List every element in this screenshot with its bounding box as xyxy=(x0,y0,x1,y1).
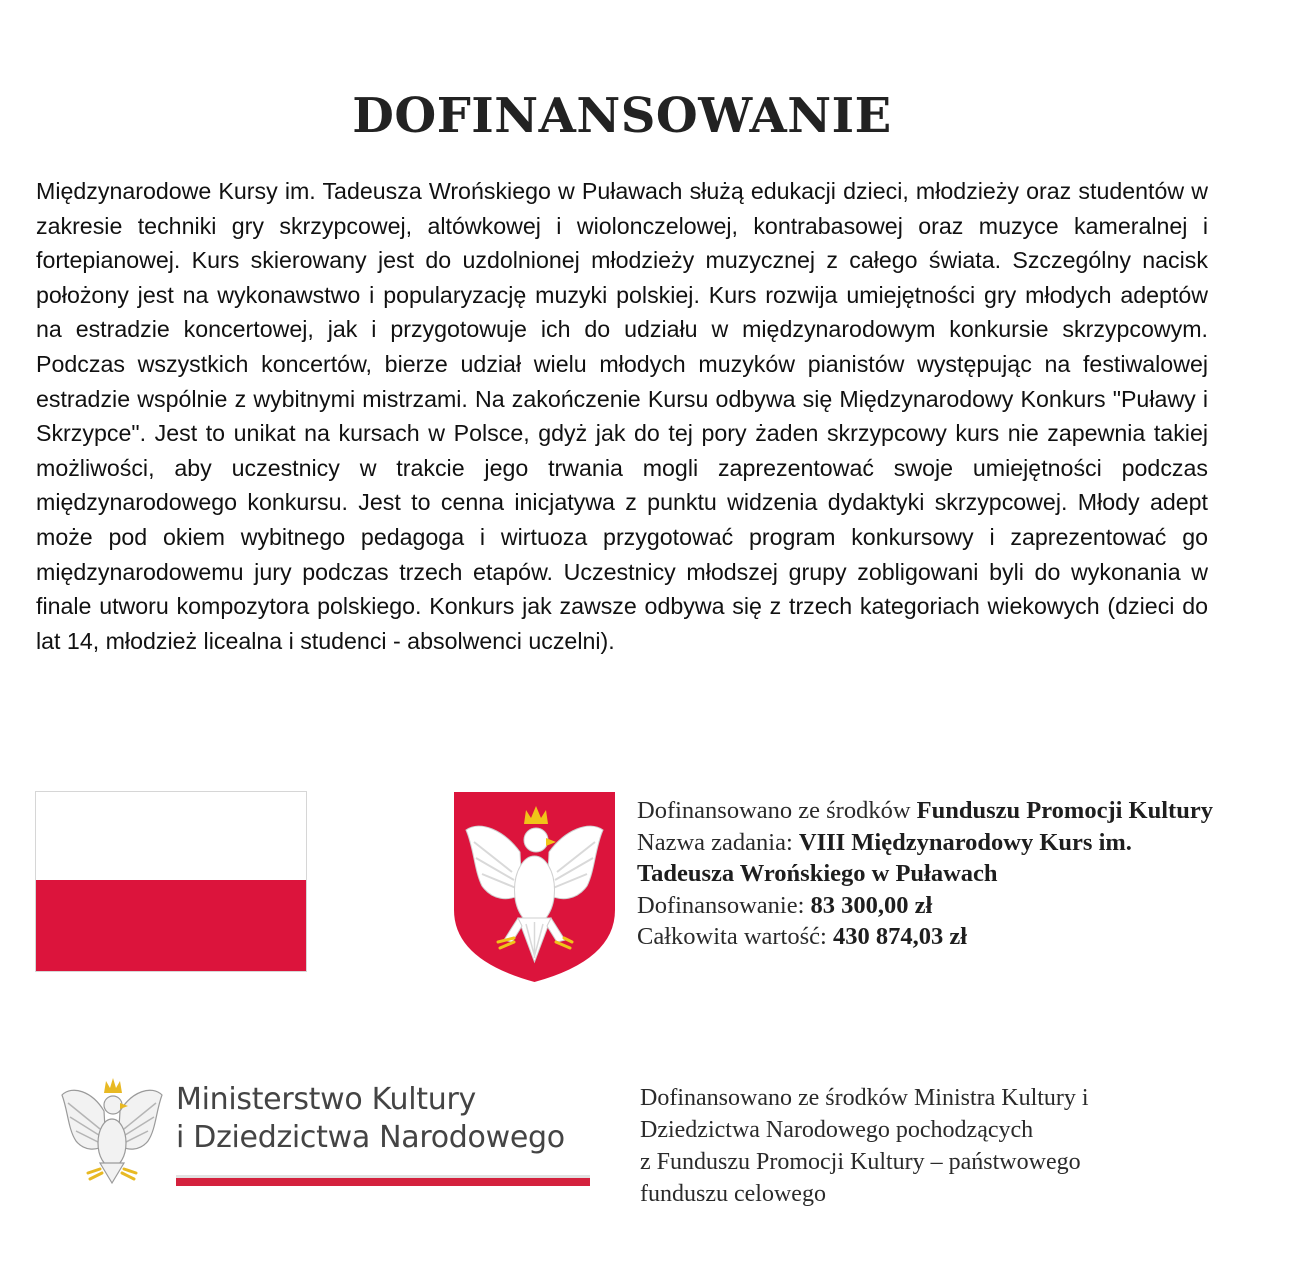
ministry-eagle-icon xyxy=(58,1073,166,1185)
coat-of-arms-icon xyxy=(452,790,617,984)
grant-fund-line xyxy=(637,795,1227,827)
grant-task-line xyxy=(637,827,1227,890)
description-paragraph: Międzynarodowe Kursy im. Tadeusza Wrońskiego w Puławach służą edukacji dzieci, młodzieży oraz studentów w zakresie techniki gry skrzypcowej, altówkowej i wiolonczelowej, kontrabasowej oraz muzyce kameralnej i fortepianowej. Kurs skierowany jest do uzdolnionej młodzieży muzycznej z całego świata. Szczególny nacisk położony jest na wykonawstwo i popularyzację muzyki polskiej. Kurs rozwija umiejętności gry młodych adeptów na estradzie koncertowej, jak i przygotowuje ich do udziału w międzynarodowym konkursie skrzypcowym. Podczas wszystkich koncertów, bierze udział wielu młodych muzyków pianistów występując na festiwalowej estradzie wspólnie z wybitnymi mistrzami. Na zakończenie Kursu odbywa się Międzynarodowy Konkurs "Puławy i Skrzypce". Jest to unikat na kursach w Polsce, gdyż jak do tej pory żaden skrzypcowy kurs nie zapewnia takiej możliwości, aby uczestnicy w trakcie jego trwania mogli zaprezentować swoje umiejętności podczas międzynarodowego konkursu. Jest to cenna inicjatywa z punktu widzenia dydaktyki skrzypcowej. Młody adept może pod okiem wybitnego pedagoga i wirtuoza przygotować program konkursowy i zaprezentować go międzynarodowemu jury podczas trzech etapów. Uczestnicy młodszej grupy zobligowani byli do wykonania w finale utworu kompozytora polskiego. Konkurs jak zawsze odbywa się z trzech kategoriach wiekowych (dzieci do lat 14, młodzież licealna i studenci - absolwenci uczelni). xyxy=(36,178,1208,654)
ministry-name-line2: i Dziedzictwa Narodowego xyxy=(176,1120,565,1155)
ministry-name-line1: Ministerstwo Kultury xyxy=(176,1082,476,1117)
grant-funding-label: Dofinansowanie: xyxy=(637,891,811,919)
ministry-funding-note xyxy=(640,1082,1200,1210)
grant-task-label: Nazwa zadania: xyxy=(637,828,799,856)
grant-funding-value: 83 300,00 zł xyxy=(810,891,933,919)
page-title: DOFINANSOWANIE xyxy=(352,88,892,144)
grant-total-value: 430 874,03 zł xyxy=(832,923,968,951)
grant-fund-name: Funduszu Promocji Kultury xyxy=(916,797,1213,824)
note-line: z Funduszu Promocji Kultury – państwowego xyxy=(640,1149,1081,1175)
ministry-name xyxy=(176,1081,596,1157)
grant-total-label: Całkowita wartość: xyxy=(637,923,833,951)
grant-info xyxy=(637,795,1227,953)
grant-total-line xyxy=(637,921,1227,953)
grant-funded-prefix: Dofinansowano ze środków xyxy=(637,797,917,824)
ministry-stripe-red xyxy=(176,1178,590,1186)
note-line: funduszu celowego xyxy=(640,1181,826,1207)
flag-white-stripe xyxy=(36,792,306,880)
grant-funding-line xyxy=(637,890,1227,922)
note-line: Dofinansowano ze środków Ministra Kultury i xyxy=(640,1085,1089,1111)
grant-task-name: VIII Międzynarodowy Kurs im. Tadeusza Wrońskiego w Puławach xyxy=(637,828,1132,888)
ministry-stripe xyxy=(176,1175,590,1186)
polish-flag xyxy=(35,791,307,972)
flag-red-stripe xyxy=(36,880,306,971)
note-line: Dziedzictwa Narodowego pochodzących xyxy=(640,1117,1034,1143)
